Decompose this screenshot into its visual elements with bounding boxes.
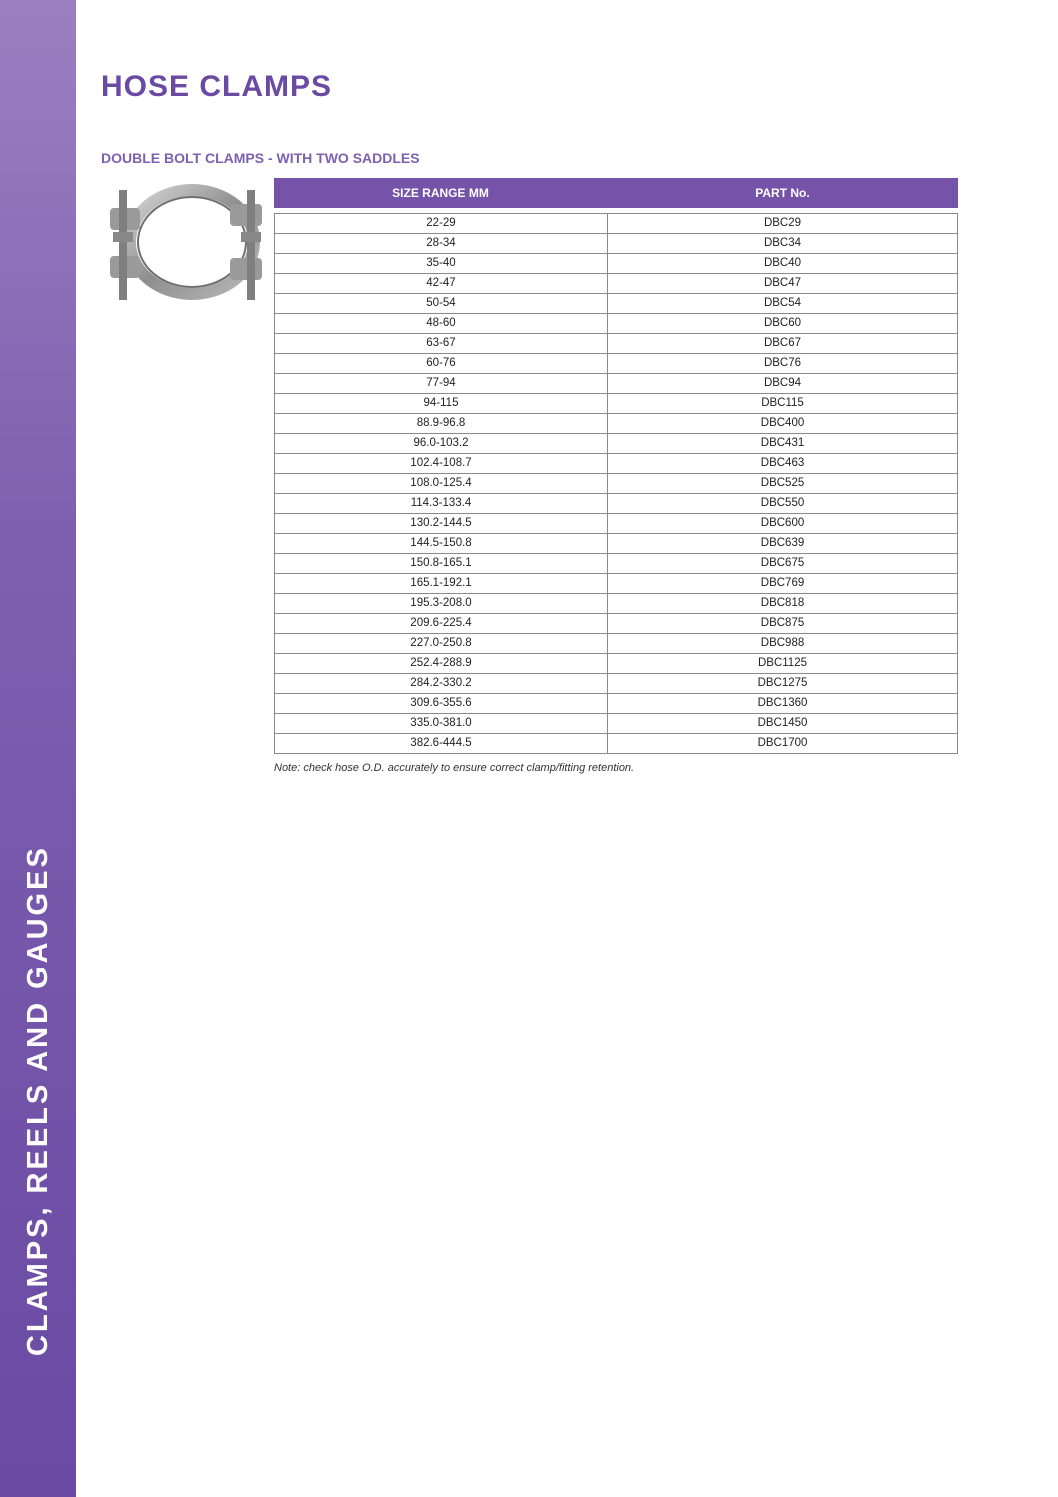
- double-bolt-clamp-image: [100, 180, 270, 304]
- part-number-cell: DBC1360: [608, 694, 958, 714]
- size-range-cell: 22-29: [275, 214, 608, 234]
- size-range-cell: 42-47: [275, 274, 608, 294]
- part-number-cell: DBC818: [608, 594, 958, 614]
- part-number-cell: DBC600: [608, 514, 958, 534]
- table-row: [275, 234, 958, 254]
- size-range-cell: 284.2-330.2: [275, 674, 608, 694]
- size-range-cell: 48-60: [275, 314, 608, 334]
- part-number-cell: DBC1125: [608, 654, 958, 674]
- table-row: [275, 474, 958, 494]
- size-range-cell: 130.2-144.5: [275, 514, 608, 534]
- part-number-cell: DBC34: [608, 234, 958, 254]
- size-range-cell: 96.0-103.2: [275, 434, 608, 454]
- size-range-cell: 165.1-192.1: [275, 574, 608, 594]
- size-range-cell: 335.0-381.0: [275, 714, 608, 734]
- size-range-cell: 88.9-96.8: [275, 414, 608, 434]
- table-row: [275, 214, 958, 234]
- table-row: [275, 354, 958, 374]
- table-row: [275, 654, 958, 674]
- table-row: [275, 494, 958, 514]
- part-number-cell: DBC400: [608, 414, 958, 434]
- table-row: [275, 394, 958, 414]
- table-body: [274, 213, 958, 754]
- table-row: [275, 514, 958, 534]
- size-range-cell: 108.0-125.4: [275, 474, 608, 494]
- size-range-cell: 252.4-288.9: [275, 654, 608, 674]
- table-row: [275, 734, 958, 754]
- part-number-cell: DBC29: [608, 214, 958, 234]
- size-range-cell: 35-40: [275, 254, 608, 274]
- table-row: [275, 454, 958, 474]
- part-number-cell: DBC875: [608, 614, 958, 634]
- part-number-cell: DBC675: [608, 554, 958, 574]
- size-range-cell: 227.0-250.8: [275, 634, 608, 654]
- table-row: [275, 614, 958, 634]
- size-range-cell: 50-54: [275, 294, 608, 314]
- table-row: [275, 434, 958, 454]
- side-band: [0, 0, 76, 1497]
- header-size-range: SIZE RANGE MM: [392, 186, 489, 200]
- part-number-cell: DBC1275: [608, 674, 958, 694]
- table-row: [275, 674, 958, 694]
- size-range-cell: 209.6-225.4: [275, 614, 608, 634]
- size-range-cell: 382.6-444.5: [275, 734, 608, 754]
- part-number-cell: DBC1450: [608, 714, 958, 734]
- part-number-cell: DBC94: [608, 374, 958, 394]
- table-row: [275, 274, 958, 294]
- table-row: [275, 714, 958, 734]
- table-row: [275, 534, 958, 554]
- page-title: HOSE CLAMPS: [101, 70, 333, 103]
- part-number-cell: DBC115: [608, 394, 958, 414]
- part-number-cell: DBC639: [608, 534, 958, 554]
- size-range-cell: 309.6-355.6: [275, 694, 608, 714]
- size-range-cell: 150.8-165.1: [275, 554, 608, 574]
- table-row: [275, 634, 958, 654]
- size-range-cell: 114.3-133.4: [275, 494, 608, 514]
- table-row: [275, 554, 958, 574]
- size-range-cell: 77-94: [275, 374, 608, 394]
- part-number-cell: DBC67: [608, 334, 958, 354]
- table-row: [275, 594, 958, 614]
- side-section-label: CLAMPS, REELS AND GAUGES: [22, 845, 54, 1356]
- table-row: [275, 694, 958, 714]
- size-range-cell: 195.3-208.0: [275, 594, 608, 614]
- size-range-cell: 60-76: [275, 354, 608, 374]
- size-range-cell: 102.4-108.7: [275, 454, 608, 474]
- part-number-cell: DBC463: [608, 454, 958, 474]
- table-row: [275, 414, 958, 434]
- part-number-cell: DBC40: [608, 254, 958, 274]
- size-range-cell: 94-115: [275, 394, 608, 414]
- part-number-cell: DBC54: [608, 294, 958, 314]
- part-number-cell: DBC525: [608, 474, 958, 494]
- header-part-no: PART No.: [755, 186, 810, 200]
- table-row: [275, 574, 958, 594]
- part-number-cell: DBC769: [608, 574, 958, 594]
- part-number-cell: DBC60: [608, 314, 958, 334]
- part-number-cell: DBC431: [608, 434, 958, 454]
- part-number-cell: DBC76: [608, 354, 958, 374]
- table-row: [275, 314, 958, 334]
- table-row: [275, 374, 958, 394]
- table-header: [274, 178, 958, 208]
- table-row: [275, 294, 958, 314]
- note-text: Note: check hose O.D. accurately to ensure correct clamp/fitting retention.: [274, 762, 635, 774]
- size-range-cell: 144.5-150.8: [275, 534, 608, 554]
- section-title: DOUBLE BOLT CLAMPS - WITH TWO SADDLES: [101, 150, 420, 166]
- part-number-cell: DBC47: [608, 274, 958, 294]
- part-number-cell: DBC1700: [608, 734, 958, 754]
- size-range-cell: 63-67: [275, 334, 608, 354]
- part-number-cell: DBC550: [608, 494, 958, 514]
- size-range-cell: 28-34: [275, 234, 608, 254]
- table-row: [275, 254, 958, 274]
- table-row: [275, 334, 958, 354]
- part-number-cell: DBC988: [608, 634, 958, 654]
- clamp-size-table: [274, 178, 958, 754]
